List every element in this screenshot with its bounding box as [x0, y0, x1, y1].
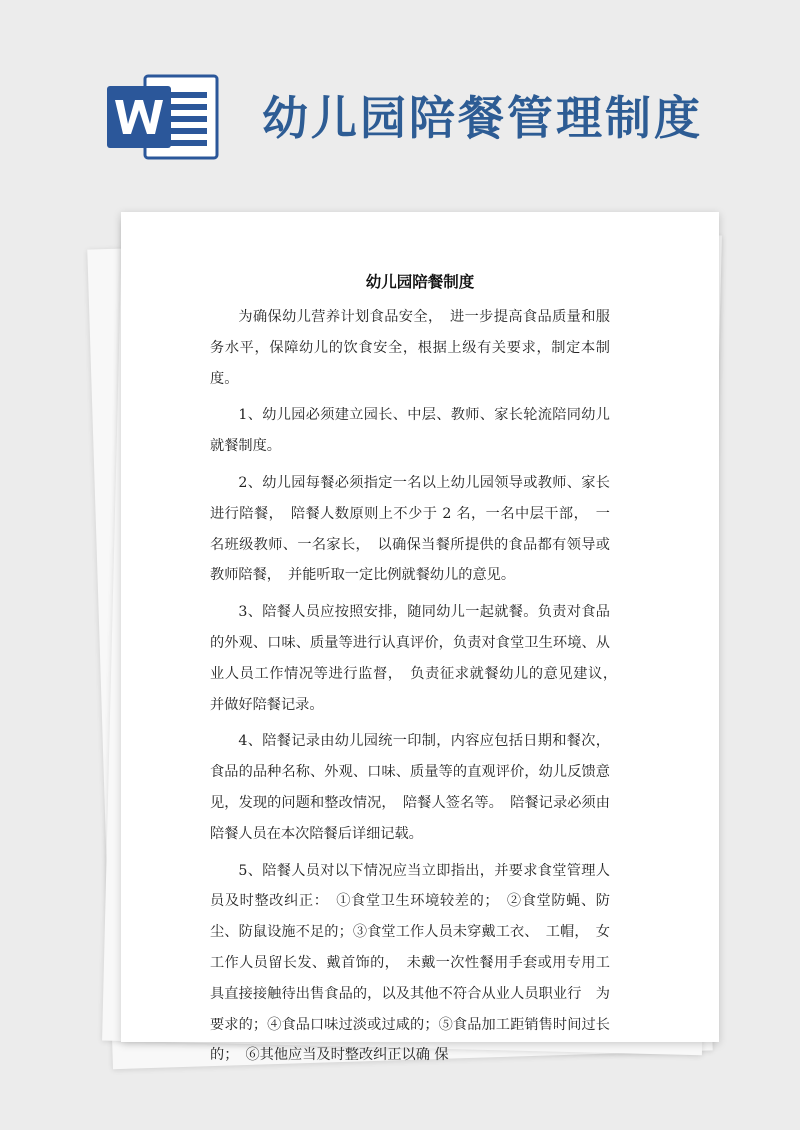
- banner: [0, 0, 800, 200]
- paragraph-1: 1、幼儿园必须建立园长、中层、教师、家长轮流陪同幼儿就餐制度。: [210, 407, 610, 455]
- paragraph-5: 5、陪餐人员对以下情况应当立即指出，并要求食堂管理人员及时整改纠正： ①食堂卫生环境较差的； ②食堂防蝇、防尘、防鼠设施不足的；③食堂工作人员未穿戴工衣、 工帽， 女工作人员留长发、戴首饰的， 未戴一次性餐用手套或用专用工具直接接触待出售食品的，以及其他不符合从业人员职业行 为要求的；④食品口味过淡或过咸的；⑤食品加工距销售时间过长的； ⑥其他应当及时整改纠正以确 保: [210, 862, 610, 1064]
- paragraph-3: 3、陪餐人员应按照安排，随同幼儿一起就餐。负责对食品的外观、口味、质量等进行认真评价，负责对食堂卫生环境、从业人员工作情况等进行监督， 负责征求就餐幼儿的意见建议， 并做好陪餐记录。: [210, 604, 625, 713]
- word-document-icon: [107, 72, 219, 162]
- document-page: [121, 212, 719, 1064]
- paragraph-intro: 为确保幼儿营养计划食品安全， 进一步提高食品质量和服务水平，保障幼儿的饮食安全，根据上级有关要求，制定本制度。: [210, 309, 610, 387]
- paragraph-4: 4、陪餐记录由幼儿园统一印制，内容应包括日期和餐次，食品的品种名称、外观、口味、质量等的直观评价，幼儿反馈意见，发现的问题和整改情况， 陪餐人签名等。 陪餐记录必须由陪餐人员在本次陪餐后详细记载。: [210, 733, 610, 842]
- paragraph-2: 2、幼儿园每餐必须指定一名以上幼儿园领导或教师、家长进行陪餐， 陪餐人数原则上不少于 2 名，一名中层干部， 一名班级教师、一名家长， 以确保当餐所提供的食品都有领导或教师陪餐， 并能听取一定比例就餐幼儿的意见。: [210, 474, 610, 584]
- document-title: 幼儿园陪餐制度: [365, 272, 475, 291]
- document-body: [210, 302, 625, 1077]
- banner-title: 幼儿园陪餐管理制度: [262, 91, 703, 145]
